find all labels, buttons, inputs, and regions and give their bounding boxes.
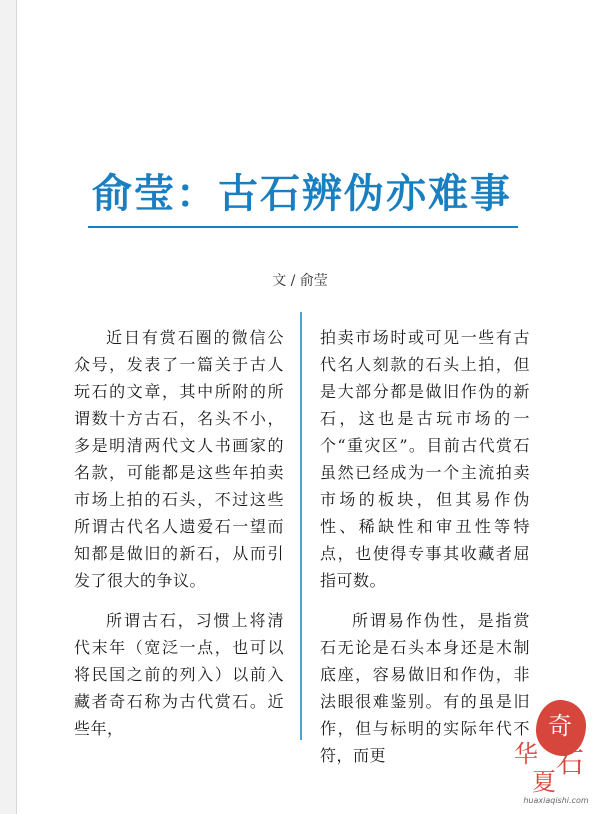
column-divider [300, 312, 302, 740]
watermark-url: huaxiaqishi.com [523, 796, 589, 805]
article-title: 俞莹：古石辨伪亦难事 [92, 170, 512, 217]
article-byline: 文 / 俞莹 [272, 273, 328, 289]
paragraph: 拍卖市场时或可见一些有古代名人刻款的石头上拍，但是大部分都是做旧作伪的新石，这也是古玩市场的一个“重灾区”。目前古代赏石虽然已经成为一个主流拍卖市场的板块，但其易作伪性、稀缺性和审丑性等特点，也使得专事其收藏者屈指可数。 [320, 328, 530, 590]
svg-text:石: 石 [555, 746, 585, 779]
right-column [320, 324, 530, 769]
watermark-lettering [508, 700, 598, 800]
svg-text:奇: 奇 [548, 712, 572, 740]
site-watermark-logo [508, 700, 598, 810]
left-column [74, 324, 284, 742]
page-edge-strip [0, 0, 17, 814]
paragraph: 近日有赏石圈的微信公众号，发表了一篇关于古人玩石的文章，其中所附的所谓数十方古石，名头不小，多是明清两代文人书画家的名款，可能都是这些年拍卖市场上拍的石头，不过这些所谓古代名人遗爱石一望而知都是做旧的新石，从而引发了很大的争议。 [74, 328, 284, 590]
paragraph: 所谓古石，习惯上将清代末年（宽泛一点，也可以将民国之前的列入）以前入藏者奇石称为古代赏石。近些年， [74, 611, 284, 738]
svg-text:夏: 夏 [532, 768, 556, 796]
paragraph: 所谓易作伪性，是指赏石无论是石头本身还是木制底座，容易做旧和作伪，非法眼很难鉴别。有的虽是旧作，但与标明的实际年代不符，而更 [320, 611, 530, 765]
svg-text:华: 华 [514, 740, 538, 768]
title-underline [88, 226, 518, 228]
